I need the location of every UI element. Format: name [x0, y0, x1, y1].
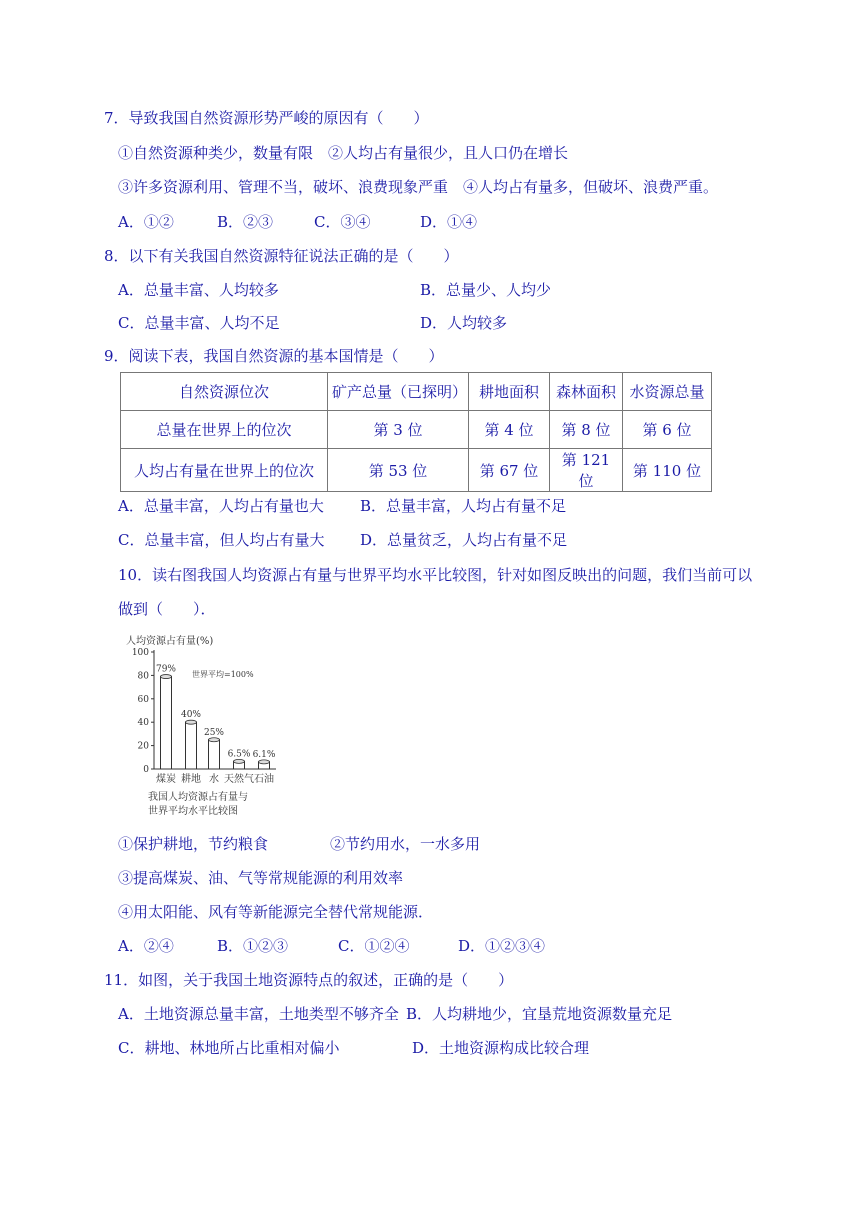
table-cell: 总量在世界上的位次	[121, 411, 328, 449]
q10-statement-1: ①保护耕地，节约粮食	[118, 835, 269, 853]
x-tick-label: 天然气	[224, 774, 254, 785]
table-cell: 第 3 位	[328, 411, 469, 449]
y-axis-label: 人均资源占有量(%)	[126, 636, 214, 647]
q8-option-d[interactable]: D．人均较多	[420, 314, 508, 332]
q7-statement-line-2: ③许多资源利用、管理不当，破坏、浪费现象严重 ④人均占有量多，但破坏、浪费严重。	[118, 178, 719, 196]
table-cell: 第 53 位	[328, 449, 469, 492]
x-tick-label: 煤炭	[156, 774, 176, 785]
q10-stem-line-2: 做到（ ）．	[118, 600, 216, 618]
table-cell: 第 6 位	[623, 411, 712, 449]
x-tick-label: 水	[209, 774, 219, 785]
table-row	[121, 411, 712, 449]
chart-caption-line-2: 世界平均水平比较图	[148, 806, 238, 817]
data-label: 25%	[203, 727, 225, 738]
data-label: 6.1%	[252, 749, 276, 760]
y-tick-label: 80	[137, 671, 149, 682]
data-label: 79%	[155, 664, 177, 675]
q7-statement-line-1: ①自然资源种类少，数量有限 ②人均占有量很少，且人口仍在增长	[118, 144, 569, 162]
q7-option-a[interactable]: A．①②	[118, 213, 174, 231]
bar-top	[209, 738, 220, 742]
q11-option-a[interactable]: A．土地资源总量丰富，土地类型不够齐全	[118, 1005, 399, 1023]
q10-option-c[interactable]: C．①②④	[338, 937, 410, 955]
y-tick-label: 20	[137, 741, 149, 752]
bar	[161, 677, 172, 769]
data-label: 40%	[180, 710, 202, 721]
chart-caption-line-1: 我国人均资源占有量与	[148, 792, 248, 803]
q8-option-a[interactable]: A．总量丰富、人均较多	[118, 281, 279, 299]
q11-option-d[interactable]: D．土地资源构成比较合理	[412, 1039, 590, 1057]
table-header-row	[121, 373, 712, 411]
bar-chart-svg	[126, 632, 286, 822]
table-header-cell: 森林面积	[550, 373, 623, 411]
bar-top	[234, 759, 245, 763]
bar-top	[186, 720, 197, 724]
q9-option-c[interactable]: C．总量丰富，但人均占有量大	[118, 531, 325, 549]
resource-per-capita-chart	[126, 632, 286, 822]
table-cell: 第 121 位	[550, 449, 623, 492]
q8-option-c[interactable]: C．总量丰富、人均不足	[118, 314, 280, 332]
data-label: 6.5%	[227, 749, 251, 760]
q8-option-b[interactable]: B．总量少、人均少	[420, 281, 552, 299]
table-cell: 第 8 位	[550, 411, 623, 449]
q11-option-c[interactable]: C．耕地、林地所占比重相对偏小	[118, 1039, 340, 1057]
table-cell: 第 4 位	[469, 411, 550, 449]
q9-option-d[interactable]: D．总量贫乏，人均占有量不足	[360, 531, 568, 549]
resource-rank-table	[120, 372, 712, 492]
bar-top	[161, 675, 172, 679]
bar	[186, 722, 197, 769]
q8-stem: 8．以下有关我国自然资源特征说法正确的是（ ）	[104, 247, 459, 265]
q7-option-b[interactable]: B．②③	[217, 213, 274, 231]
q10-statement-3: ③提高煤炭、油、气等常规能源的利用效率	[118, 869, 404, 887]
q10-option-d[interactable]: D．①②③④	[458, 937, 546, 955]
q10-option-b[interactable]: B．①②③	[217, 937, 289, 955]
q9-option-a[interactable]: A．总量丰富，人均占有量也大	[118, 497, 324, 515]
q9-option-b[interactable]: B．总量丰富，人均占有量不足	[360, 497, 567, 515]
q7-stem: 7．导致我国自然资源形势严峻的原因有（ ）	[104, 109, 429, 127]
q10-statement-2: ②节约用水，一水多用	[330, 835, 481, 853]
table-header-cell: 自然资源位次	[121, 373, 328, 411]
q10-statement-4: ④用太阳能、风有等新能源完全替代常规能源．	[118, 903, 434, 921]
q9-stem: 9．阅读下表，我国自然资源的基本国情是（ ）	[104, 347, 444, 365]
table-cell: 第 67 位	[469, 449, 550, 492]
y-tick-label: 0	[143, 765, 149, 775]
table-cell: 人均占有量在世界上的位次	[121, 449, 328, 492]
x-tick-label: 耕地	[181, 774, 201, 785]
table-header-cell: 矿产总量（已探明）	[328, 373, 469, 411]
y-tick-label: 60	[137, 694, 149, 705]
q11-option-b[interactable]: B．人均耕地少，宜垦荒地资源数量充足	[406, 1005, 673, 1023]
table-row	[121, 449, 712, 492]
chart-annotation: 世界平均=100%	[192, 670, 254, 679]
q7-option-c[interactable]: C．③④	[314, 213, 371, 231]
y-tick-label: 100	[131, 648, 149, 658]
table-header-cell: 耕地面积	[469, 373, 550, 411]
q10-option-a[interactable]: A．②④	[118, 937, 174, 955]
y-tick-label: 40	[137, 718, 149, 729]
q10-stem-line-1: 10．读右图我国人均资源占有量与世界平均水平比较图，针对如图反映出的问题，我们当前可以	[118, 566, 753, 584]
table-header-cell: 水资源总量	[623, 373, 712, 411]
q7-option-d[interactable]: D．①④	[420, 213, 478, 231]
q11-stem: 11．如图，关于我国土地资源特点的叙述，正确的是（ ）	[104, 971, 514, 989]
x-tick-label: 石油	[254, 774, 274, 785]
table-cell: 第 110 位	[623, 449, 712, 492]
bar	[209, 740, 220, 769]
bar-top	[259, 760, 270, 764]
